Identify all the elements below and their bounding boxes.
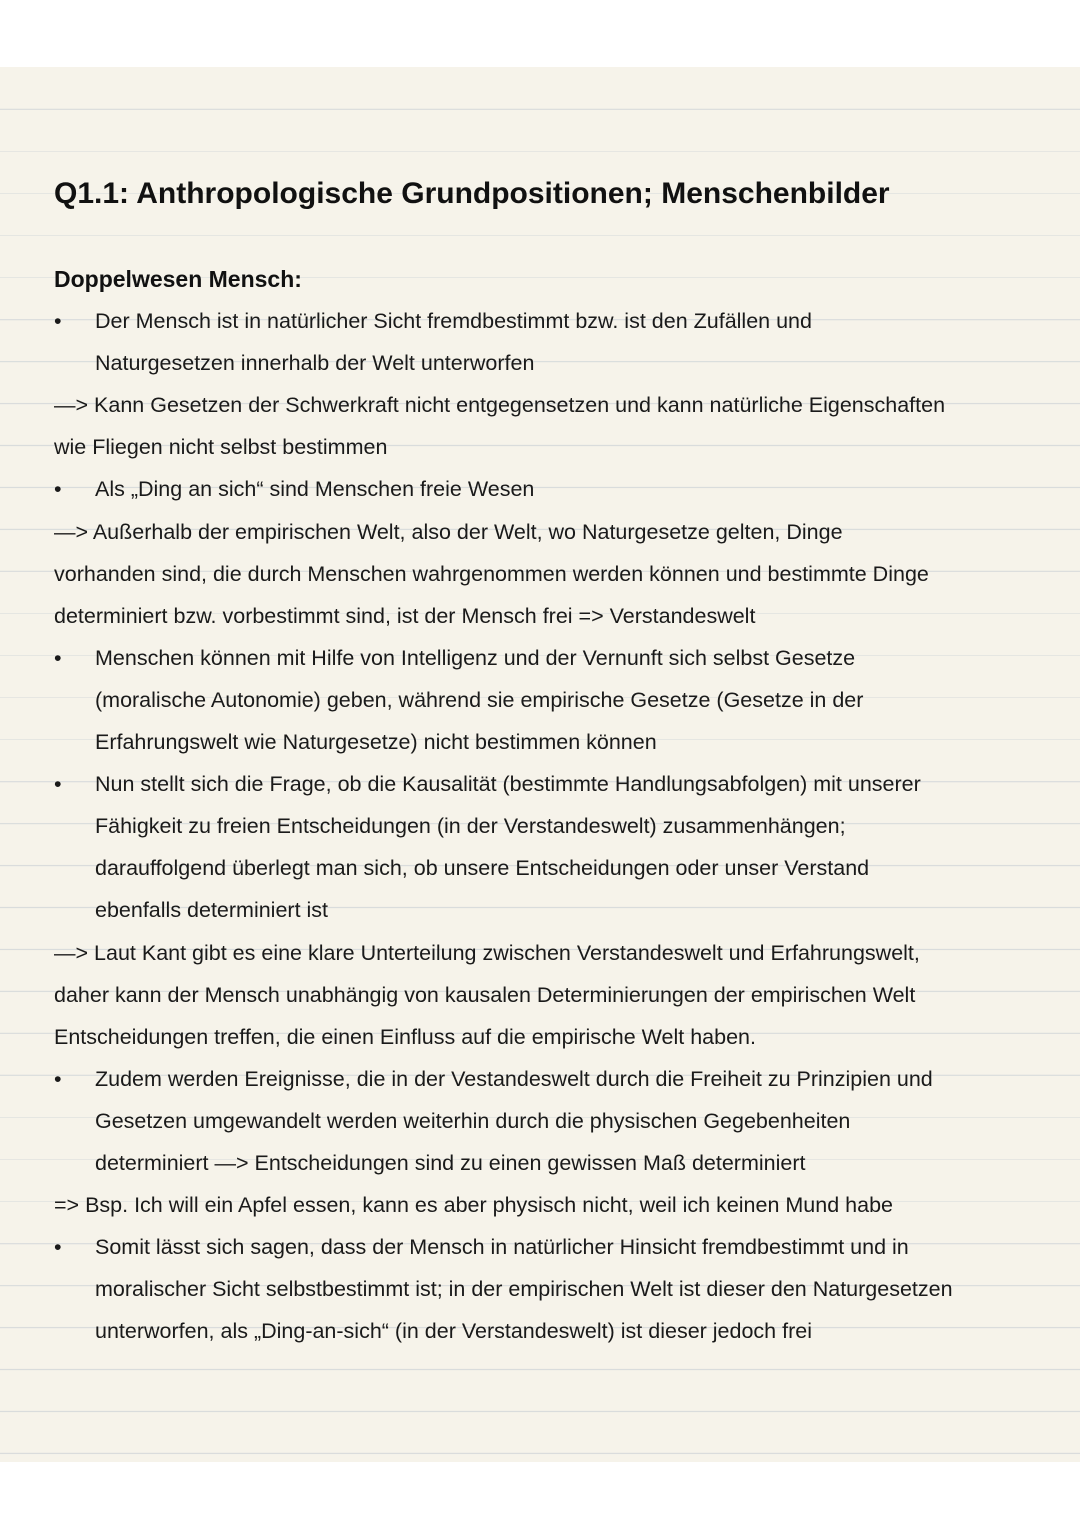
bullet-item <box>54 637 1044 763</box>
text-line: => Bsp. Ich will ein Apfel essen, kann es aber physisch nicht, weil ich keinen Mund habe <box>54 1193 893 1218</box>
bullet-item <box>54 763 1044 931</box>
text-line: Naturgesetzen innerhalb der Welt unterworfen <box>95 351 535 376</box>
text-line: —> Laut Kant gibt es eine klare Unterteilung zwischen Verstandeswelt und Erfahrungswelt, <box>54 940 920 965</box>
section-heading: Doppelwesen Mensch: <box>54 266 302 292</box>
text-line: unterworfen, als „Ding-an-sich“ (in der Verstandeswelt) ist dieser jedoch frei <box>95 1319 812 1344</box>
bullet-item <box>54 1058 1044 1184</box>
text-line: Gesetzen umgewandelt werden weiterhin durch die physischen Gegebenheiten <box>95 1108 851 1133</box>
text-line: determiniert —> Entscheidungen sind zu einen gewissen Maß determiniert <box>95 1150 806 1175</box>
text-line: (moralische Autonomie) geben, während sie empirische Gesetze (Gesetze in der <box>95 687 864 712</box>
bullet-icon: • <box>54 772 62 797</box>
text-line: Erfahrungswelt wie Naturgesetze) nicht bestimmen können <box>95 730 657 755</box>
bullet-icon: • <box>54 645 62 670</box>
text-line: Somit lässt sich sagen, dass der Mensch in natürlicher Hinsicht fremdbestimmt und in <box>95 1235 909 1260</box>
bullet-icon: • <box>54 309 62 334</box>
arrow-note <box>54 932 1044 1058</box>
text-line: Zudem werden Ereignisse, die in der Vestandeswelt durch die Freiheit zu Prinzipien und <box>95 1066 933 1091</box>
text-line: Als „Ding an sich“ sind Menschen freie Wesen <box>95 477 535 502</box>
bullet-item <box>54 468 1044 510</box>
bullet-item <box>54 1226 1044 1352</box>
text-line: Menschen können mit Hilfe von Intelligenz und der Vernunft sich selbst Gesetze <box>95 645 856 670</box>
page-title: Q1.1: Anthropologische Grundpositionen; Menschenbilder <box>54 177 890 210</box>
example-note <box>54 1184 1044 1226</box>
text-line: —> Kann Gesetzen der Schwerkraft nicht entgegensetzen und kann natürliche Eigenschaften <box>54 393 946 418</box>
text-line: wie Fliegen nicht selbst bestimmen <box>54 435 388 460</box>
arrow-note <box>54 384 1044 468</box>
bullet-item <box>54 300 1044 384</box>
text-line: Nun stellt sich die Frage, ob die Kausalität (bestimmte Handlungsabfolgen) mit unserer <box>95 772 921 797</box>
text-line: daher kann der Mensch unabhängig von kausalen Determinierungen der empirischen Welt <box>54 982 916 1007</box>
text-line: determiniert bzw. vorbestimmt sind, ist der Mensch frei => Verstandeswelt <box>54 603 756 628</box>
text-line: —> Außerhalb der empirischen Welt, also der Welt, wo Naturgesetze gelten, Dinge <box>54 519 843 544</box>
text-line: Entscheidungen treffen, die einen Einfluss auf die empirische Welt haben. <box>54 1024 756 1049</box>
bullet-icon: • <box>54 1066 62 1091</box>
bullet-icon: • <box>54 1235 62 1260</box>
text-line: vorhanden sind, die durch Menschen wahrgenommen werden können und bestimmte Dinge <box>54 561 929 586</box>
text-line: ebenfalls determiniert ist <box>95 898 329 923</box>
bullet-icon: • <box>54 477 62 502</box>
arrow-note <box>54 511 1044 637</box>
note-content <box>54 258 1044 1352</box>
text-line: moralischer Sicht selbstbestimmt ist; in der empirischen Welt ist dieser den Naturgesetzen <box>95 1277 953 1302</box>
text-line: darauffolgend überlegt man sich, ob unsere Entscheidungen oder unser Verstand <box>95 856 870 881</box>
text-line: Der Mensch ist in natürlicher Sicht fremdbestimmt bzw. ist den Zufällen und <box>95 309 812 334</box>
text-line: Fähigkeit zu freien Entscheidungen (in der Verstandeswelt) zusammenhängen; <box>95 814 846 839</box>
